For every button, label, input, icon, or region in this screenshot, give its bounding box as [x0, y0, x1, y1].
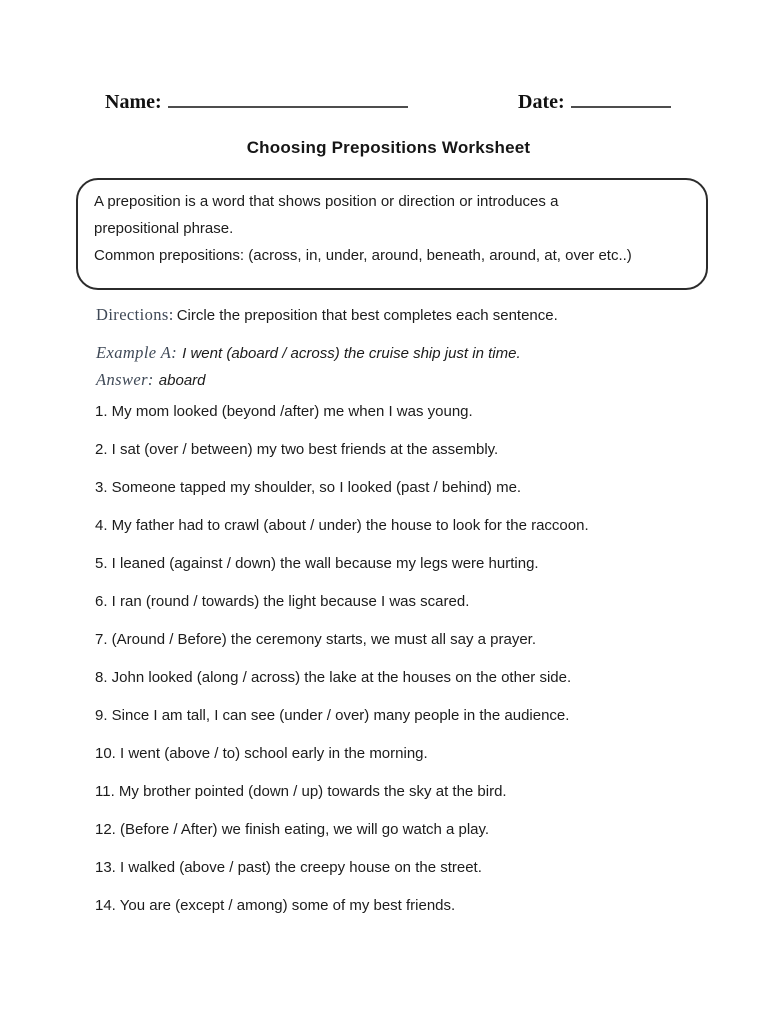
date-field-group	[518, 88, 671, 114]
sentence-item: 1. My mom looked (beyond /after) me when I was young.	[95, 403, 473, 420]
sentence-item: 11. My brother pointed (down / up) towards the sky at the bird.	[95, 783, 507, 800]
sentence-list	[95, 402, 735, 934]
definition-line: A preposition is a word that shows position or direction or introduces a	[94, 193, 559, 210]
directions-row	[96, 305, 558, 325]
answer-label: Answer:	[96, 370, 154, 389]
date-blank-line	[571, 88, 671, 108]
directions-text: Circle the preposition that best completes each sentence.	[176, 307, 558, 324]
sentence-item: 8. John looked (along / across) the lake at the houses on the other side.	[95, 669, 572, 686]
sentence-item: 13. I walked (above / past) the creepy house on the street.	[95, 859, 482, 876]
directions-label: Directions:	[96, 305, 174, 324]
sentence-item: 10. I went (above / to) school early in the morning.	[95, 745, 428, 762]
sentence-item: 12. (Before / After) we finish eating, we will go watch a play.	[95, 821, 490, 838]
example-text: I went (aboard / across) the cruise ship just in time.	[182, 345, 521, 362]
definition-box	[76, 178, 708, 290]
example-row	[96, 343, 521, 363]
sentence-item: 4. My father had to crawl (about / under) the house to look for the raccoon.	[95, 517, 589, 534]
answer-text: aboard	[158, 372, 206, 389]
name-blank-line	[168, 88, 408, 108]
definition-line: prepositional phrase.	[94, 220, 234, 237]
sentence-item: 3. Someone tapped my shoulder, so I looked (past / behind) me.	[95, 479, 522, 496]
name-label: Name:	[105, 91, 162, 113]
sentence-item: 7. (Around / Before) the ceremony starts, we must all say a prayer.	[95, 631, 537, 648]
definition-line: Common prepositions: (across, in, under, around, beneath, around, at, over etc..)	[94, 247, 632, 264]
date-label: Date:	[518, 91, 565, 113]
example-label: Example A:	[96, 343, 178, 362]
sentence-item: 5. I leaned (against / down) the wall because my legs were hurting.	[95, 555, 539, 572]
sentence-item: 6. I ran (round / towards) the light because I was scared.	[95, 593, 470, 610]
answer-row	[96, 370, 206, 390]
sentence-item: 9. Since I am tall, I can see (under / over) many people in the audience.	[95, 707, 570, 724]
sentence-item: 14. You are (except / among) some of my best friends.	[95, 897, 456, 914]
name-field-group	[105, 88, 408, 114]
page-title: Choosing Prepositions Worksheet	[246, 138, 531, 157]
sentence-item: 2. I sat (over / between) my two best friends at the assembly.	[95, 441, 499, 458]
